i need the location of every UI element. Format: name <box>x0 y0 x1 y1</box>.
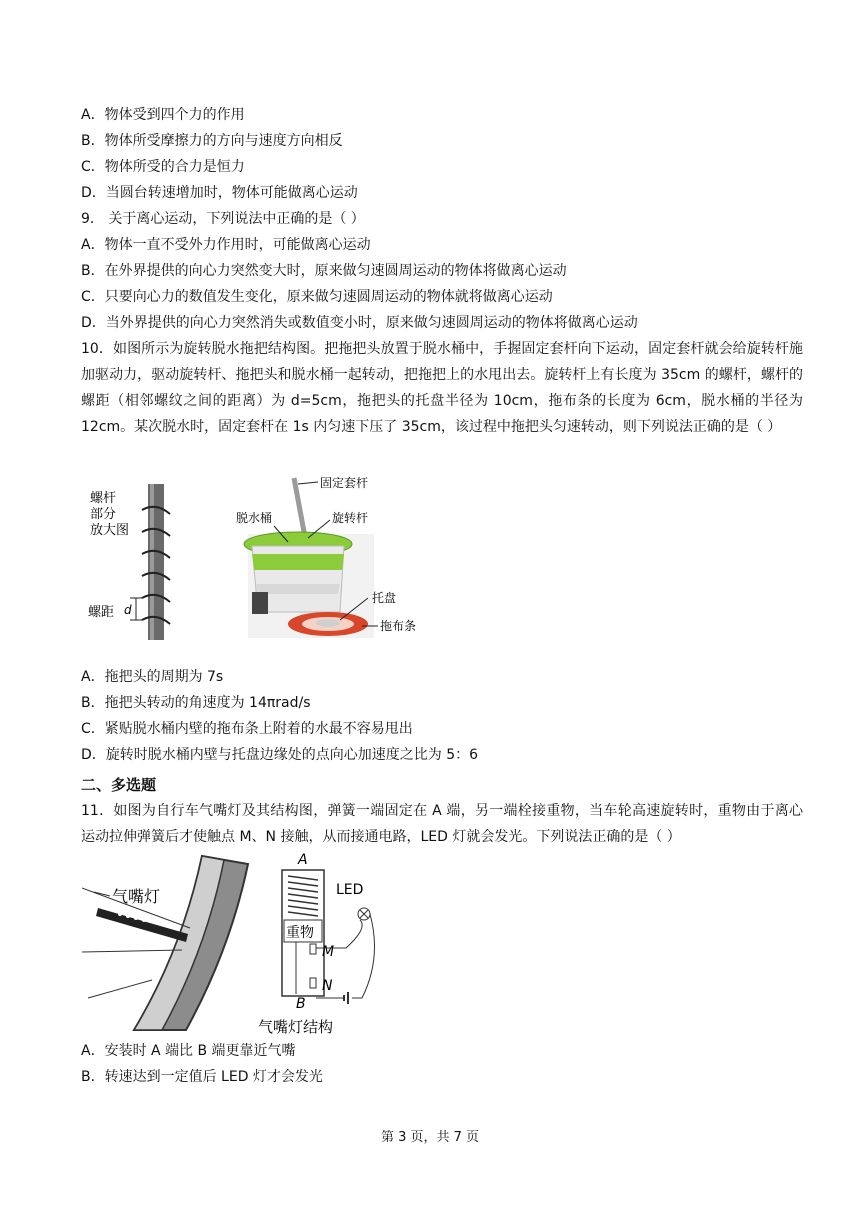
q9-option-b: B．在外界提供的向心力突然变大时，原来做匀速圆周运动的物体将做离心运动 <box>81 263 567 279</box>
tray <box>316 619 340 627</box>
section-title: 二、多选题 <box>81 776 157 794</box>
q11-option-b: B．转速达到一定值后 LED 灯才会发光 <box>81 1069 323 1085</box>
q9-option-a: A．物体一直不受外力作用时，可能做离心运动 <box>81 237 371 253</box>
q9-stem: 9． 关于离心运动，下列说法中正确的是（ ） <box>81 211 365 227</box>
page-footer: 第 3 页，共 7 页 <box>380 1130 480 1145</box>
q10-option-a: A．拖把头的周期为 7s <box>81 669 224 685</box>
label-mop-strips: 拖布条 <box>380 619 417 633</box>
q8-option-a: A．物体受到四个力的作用 <box>81 107 245 123</box>
label-m: M <box>322 944 335 960</box>
label-n: N <box>322 978 333 994</box>
label-rotating-rod: 旋转杆 <box>332 511 369 525</box>
label-structure: 气嘴灯结构 <box>258 1018 334 1036</box>
q11-option-a: A．安装时 A 端比 B 端更靠近气嘴 <box>81 1043 296 1059</box>
q9-option-d: D．当外界提供的向心力突然消失或数值变小时，原来做匀速圆周运动的物体将做离心运动 <box>81 315 638 331</box>
label-weight: 重物 <box>286 925 314 941</box>
lamp-structure-figure <box>256 848 386 1036</box>
q10-option-d: D．旋转时脱水桶内壁与托盘边缘处的点向心加速度之比为 5：6 <box>81 747 479 763</box>
screw-title-3: 放大图 <box>90 523 130 538</box>
label-led: LED <box>336 882 364 898</box>
q8-option-c: C．物体所受的合力是恒力 <box>81 159 245 175</box>
label-a: A <box>298 852 308 868</box>
label-fixed-rod: 固定套杆 <box>320 476 369 490</box>
screw-figure <box>86 480 196 642</box>
valve-lamp <box>96 908 188 942</box>
contact-n <box>310 978 316 988</box>
pitch-d-label: d <box>124 603 132 617</box>
q10-option-c: C．紧贴脱水桶内壁的拖布条上附着的水最不容易甩出 <box>81 721 413 737</box>
q11-stem: 11．如图为自行车气嘴灯及其结构图，弹簧一端固定在 A 端，另一端栓接重物，当车轮高速旋转时，重物由于离心运动拉伸弹簧后才使触点 M、N 接触，从而接通电路，LED 灯就会发光。下列说法正确的是（ ） <box>81 803 803 845</box>
spring <box>288 876 318 916</box>
q9-option-c: C．只要向心力的数值发生变化，原来做匀速圆周运动的物体就将做离心运动 <box>81 289 553 305</box>
q10-option-b: B．拖把头转动的角速度为 14πrad/s <box>81 695 311 711</box>
label-tray: 托盘 <box>372 591 397 605</box>
q10-stem: 10．如图所示为旋转脱水拖把结构图。把拖把头放置于脱水桶中，手握固定套杆向下运动，固定套杆就会给旋转杆施加驱动力，驱动旋转杆、拖把头和脱水桶一起转动，把拖把上的水甩出去。旋转杆上有长度为 35cm 的螺杆，螺杆的螺距（相邻螺纹之间的距离）为 d=5cm，拖把头的托盘半径为 10cm，拖布条的长度为 6cm，脱水桶的半径为 12cm。某次脱水时，固定套杆在 1s 内匀速下压了 35cm，该过程中拖把头匀速转动，则下列说法正确的是（ ） <box>81 341 803 435</box>
screw-title-1: 螺杆 <box>90 491 117 506</box>
contact-m <box>310 944 316 954</box>
spin-mop-figure <box>232 474 462 640</box>
pitch-label: 螺距 <box>88 605 115 620</box>
screw-title-2: 部分 <box>90 507 117 522</box>
valve-lamp-figure <box>82 850 252 1032</box>
q8-option-b: B．物体所受摩擦力的方向与速度方向相反 <box>81 133 343 149</box>
q8-option-d: D．当圆台转速增加时，物体可能做离心运动 <box>81 185 358 201</box>
label-bucket: 脱水桶 <box>236 511 273 525</box>
label-b: B <box>296 996 306 1012</box>
label-valve-lamp: 气嘴灯 <box>112 887 161 906</box>
